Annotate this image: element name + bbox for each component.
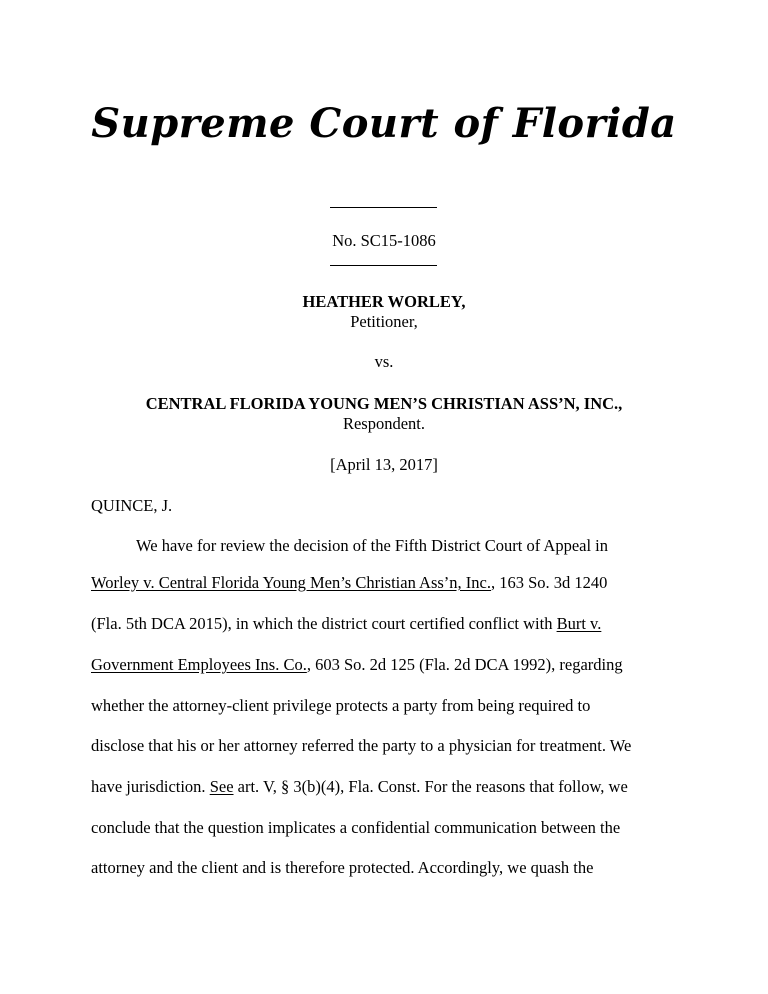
separator-rule-top	[330, 207, 437, 208]
opinion-line	[91, 736, 631, 756]
opinion-text: disclose that his or her attorney referred the party to a physician for treatment. We	[91, 736, 632, 755]
opinion-line	[91, 858, 593, 878]
opinion-line	[91, 614, 601, 634]
respondent-role: Respondent.	[342, 414, 426, 433]
opinion-text: We have for review the decision of the Fifth District Court of Appeal in	[136, 536, 609, 555]
case-citation: Burt v.	[556, 614, 602, 633]
case-citation: See	[209, 777, 234, 796]
opinion-text: (Fla. 5th DCA 2015), in which the district court certified conflict with	[91, 614, 557, 633]
opinion-author: QUINCE, J.	[91, 496, 173, 515]
opinion-line	[91, 573, 607, 593]
petitioner-role: Petitioner,	[350, 312, 418, 331]
case-citation: Government Employees Ins. Co.	[91, 655, 307, 674]
separator-rule-bottom	[330, 265, 437, 266]
opinion-line	[91, 777, 628, 797]
opinion-line	[136, 536, 608, 556]
opinion-text: conclude that the question implicates a confidential communication between the	[91, 818, 621, 837]
opinion-text: attorney and the client and is therefore protected. Accordingly, we quash the	[91, 858, 594, 877]
case-citation: Worley v. Central Florida Young Men’s Christian Ass’n, Inc.	[91, 573, 491, 592]
decision-date: [April 13, 2017]	[330, 455, 438, 474]
opinion-text: , 163 So. 3d 1240	[491, 573, 608, 592]
opinion-text: , 603 So. 2d 125 (Fla. 2d DCA 1992), regarding	[306, 655, 623, 674]
court-title: Supreme Court of Florida	[91, 100, 677, 147]
opinion-line	[91, 818, 620, 838]
respondent-name: CENTRAL FLORIDA YOUNG MEN’S CHRISTIAN ASS’N, INC.,	[145, 394, 623, 413]
opinion-text: whether the attorney-client privilege protects a party from being required to	[91, 696, 591, 715]
petitioner-name: HEATHER WORLEY,	[302, 292, 466, 311]
versus-label: vs.	[374, 352, 394, 371]
opinion-line	[91, 696, 590, 716]
case-number: No. SC15-1086	[332, 231, 436, 250]
opinion-text: have jurisdiction.	[91, 777, 210, 796]
opinion-text: art. V, § 3(b)(4), Fla. Const. For the reasons that follow, we	[233, 777, 628, 796]
opinion-line	[91, 655, 623, 675]
